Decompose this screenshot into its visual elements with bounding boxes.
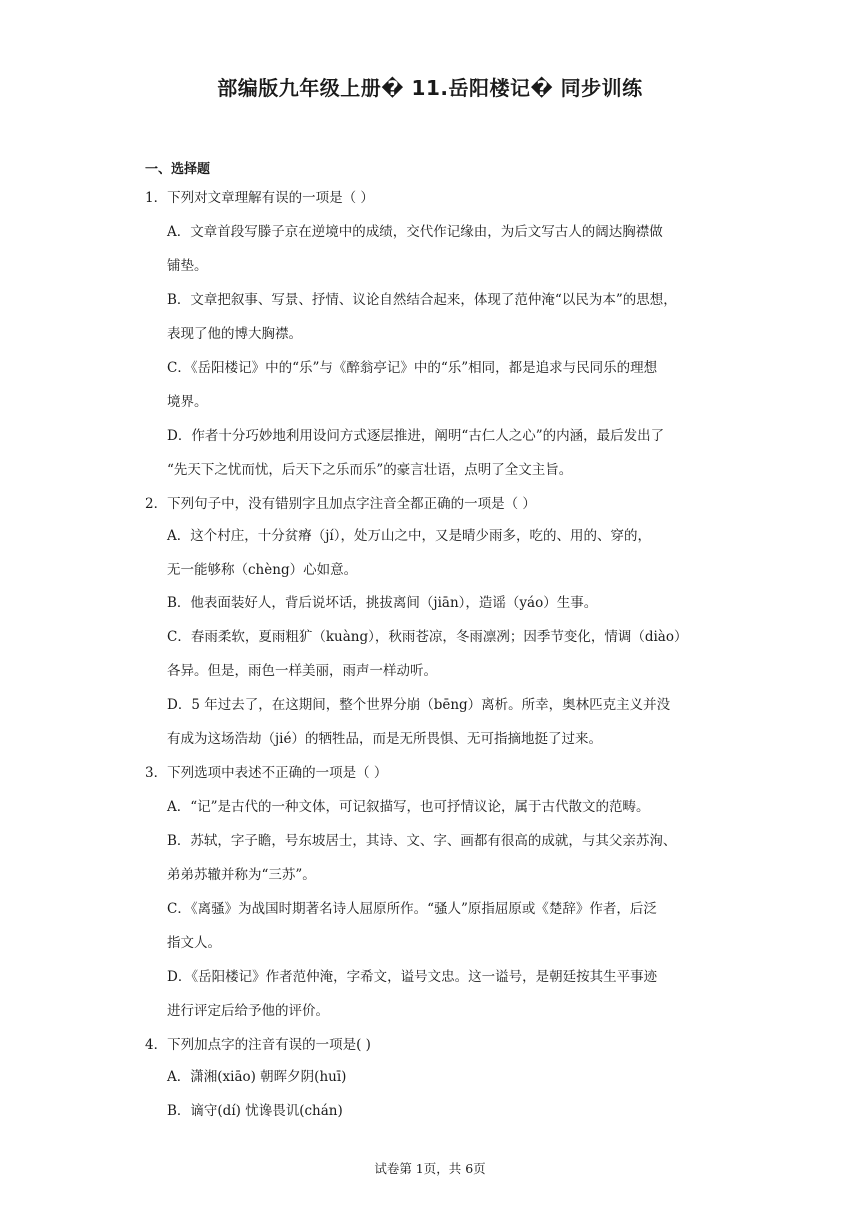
question-2-stem: 2．下列句子中，没有错别字且加点字注音全都正确的一项是（ ） bbox=[145, 496, 536, 512]
question-1-line-1: A．文章首段写滕子京在逆境中的成绩，交代作记缘由，为后文写古人的阔达胸襟做 bbox=[167, 224, 663, 240]
question-3-line-1: A．“记”是古代的一种文体，可记叙描写，也可抒情议论，属于古代散文的范畴。 bbox=[167, 799, 650, 815]
document-title: 部编版九年级上册� 11.岳阳楼记� 同步训练 bbox=[217, 76, 643, 100]
question-3-line-5: 指文人。 bbox=[167, 935, 221, 951]
question-4-line-2: B．谪守(dí) 忧谗畏讥(chán) bbox=[167, 1103, 343, 1119]
question-2-line-6: D．5 年过去了，在这期间，整个世界分崩（bēng）离析。所幸，奥林匹克主义并没 bbox=[167, 697, 671, 713]
question-1-line-3: B．文章把叙事、写景、抒情、议论自然结合起来，体现了范仲淹“以民为本”的思想， bbox=[167, 292, 677, 308]
question-4-stem: 4．下列加点字的注音有误的一项是( ) bbox=[145, 1037, 371, 1053]
page-footer: 试卷第 1页，共 6页 bbox=[374, 1161, 486, 1176]
question-3-stem: 3．下列选项中表述不正确的一项是（ ） bbox=[145, 765, 388, 781]
question-3-line-6: D．《岳阳楼记》作者范仲淹，字希文，谥号文忠。这一谥号，是朝廷按其生平事迹 bbox=[167, 969, 658, 985]
question-2-line-2: 无一能够称（chèng）心如意。 bbox=[167, 562, 358, 578]
question-3-line-7: 进行评定后给予他的评价。 bbox=[167, 1003, 329, 1019]
question-2-line-7: 有成为这场浩劫（jié）的牺牲品，而是无所畏惧、无可指摘地挺了过来。 bbox=[167, 731, 602, 747]
question-1-line-6: 境界。 bbox=[167, 394, 208, 410]
question-2-line-1: A．这个村庄，十分贫瘠（jí），处万山之中，又是晴少雨多，吃的、用的、穿的， bbox=[167, 528, 652, 544]
section-heading: 一、选择题 bbox=[145, 162, 211, 177]
question-3-line-4: C．《离骚》为战国时期著名诗人屈原所作。“骚人”原指屈原或《楚辞》作者，后泛 bbox=[167, 901, 657, 917]
question-4-line-1: A．潇湘(xiāo) 朝晖夕阴(huī) bbox=[167, 1069, 347, 1085]
question-3-line-3: 弟弟苏辙并称为“三苏”。 bbox=[167, 867, 316, 883]
question-3-line-2: B．苏轼，字子瞻，号东坡居士，其诗、文、字、画都有很高的成就，与其父亲苏洵、 bbox=[167, 833, 677, 849]
question-2-line-3: B．他表面装好人，背后说坏话，挑拔离间（jiān），造谣（yáo）生事。 bbox=[167, 595, 598, 611]
question-2-line-4: C．春雨柔软，夏雨粗犷（kuàng），秋雨苍凉，冬雨凛冽；因季节变化，情调（diào） bbox=[167, 629, 688, 645]
question-1-line-2: 铺垫。 bbox=[167, 258, 208, 274]
question-1-line-5: C．《岳阳楼记》中的“乐”与《醉翁亭记》中的“乐”相同，都是追求与民同乐的理想 bbox=[167, 360, 658, 376]
question-1-stem: 1．下列对文章理解有误的一项是（ ） bbox=[145, 190, 374, 206]
question-2-line-5: 各异。但是，雨色一样美丽，雨声一样动听。 bbox=[167, 663, 437, 679]
question-1-line-8: “先天下之忧而忧，后天下之乐而乐”的豪言壮语，点明了全文主旨。 bbox=[167, 462, 573, 478]
question-1-line-4: 表现了他的博大胸襟。 bbox=[167, 326, 302, 342]
question-1-line-7: D．作者十分巧妙地利用设问方式逐层推进，阐明“古仁人之心”的内涵，最后发出了 bbox=[167, 428, 665, 444]
